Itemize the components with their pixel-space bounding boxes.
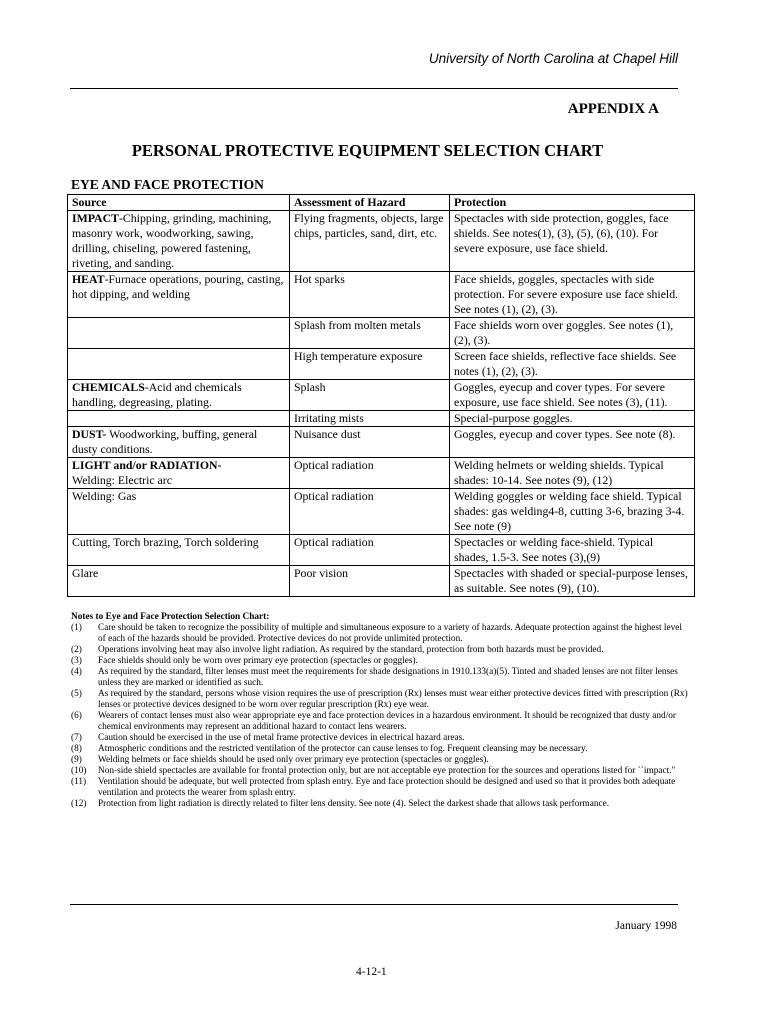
source-category: DUST- xyxy=(72,427,107,441)
protection-cell: Goggles, eyecup and cover types. For severe exposure, use face shield. See notes (3), (11). xyxy=(450,380,695,411)
hazard-cell: Optical radiation xyxy=(290,535,450,566)
note-text: Atmospheric conditions and the restricted ventilation of the protector can cause lenses to fog. Frequent cleansing may be necessary. xyxy=(98,744,588,754)
note-number: (5) xyxy=(71,689,82,699)
protection-cell: Face shields worn over goggles. See notes (1), (2), (3). xyxy=(450,318,695,349)
source-category: CHEMICALS xyxy=(72,380,145,394)
notes-list xyxy=(71,623,691,810)
footer-date: January 1998 xyxy=(615,920,677,932)
source-category: IMPACT xyxy=(72,211,119,225)
source-category: LIGHT and/or RADIATION- xyxy=(72,458,222,472)
note-text: Welding helmets or face shields should be used only over primary eye protection (spectacles or goggles). xyxy=(98,755,489,765)
page-number: 4-12-1 xyxy=(356,966,387,978)
table-row xyxy=(68,489,695,535)
source-description: -Chipping, grinding, machining, masonry work, woodworking, sawing, drilling, chiseling, powered fastening, riveting, and sanding. xyxy=(72,211,272,270)
note-text: Operations involving heat may also involve light radiation. As required by the standard, protection from both hazards must be provided. xyxy=(98,645,604,655)
note-text: Non-side shield spectacles are available for frontal protection only, but are not acceptable eye protection for the sources and operations listed for ``impact." xyxy=(98,766,676,776)
ppe-selection-table xyxy=(67,194,695,597)
note-text: Caution should be exercised in the use of metal frame protective devices in electrical hazard areas. xyxy=(98,733,465,743)
source-description: Welding: Electric arc xyxy=(72,473,172,487)
note-text: Ventilation should be adequate, but well protected from splash entry. Eye and face protection should be designed and used so that it provides both adequate ventilation and protects the wearer from splash entry. xyxy=(98,777,676,798)
table-row xyxy=(68,566,695,597)
note-number: (3) xyxy=(71,656,82,666)
source-cell xyxy=(68,318,290,349)
note-text: Wearers of contact lenses must also wear appropriate eye and face protection devices in a hazardous environment. It should be recognized that dusty and/or chemical environments may represent an additional hazard to contact lens wearers. xyxy=(98,711,677,732)
protection-cell: Welding helmets or welding shields. Typical shades: 10-14. See notes (9), (12) xyxy=(450,458,695,489)
hazard-cell: High temperature exposure xyxy=(290,349,450,380)
column-header-hazard: Assessment of Hazard xyxy=(290,195,450,211)
note-item xyxy=(71,656,691,667)
hazard-cell: Splash xyxy=(290,380,450,411)
table-row xyxy=(68,535,695,566)
hazard-cell: Optical radiation xyxy=(290,458,450,489)
note-number: (10) xyxy=(71,766,87,776)
note-number: (9) xyxy=(71,755,82,765)
hazard-cell: Poor vision xyxy=(290,566,450,597)
table-header-row xyxy=(68,195,695,211)
note-item xyxy=(71,623,691,645)
note-item xyxy=(71,766,691,777)
source-description: Glare xyxy=(72,566,99,580)
note-number: (8) xyxy=(71,744,82,754)
section-heading: EYE AND FACE PROTECTION xyxy=(71,177,264,192)
note-item xyxy=(71,799,691,810)
hazard-cell: Flying fragments, objects, large chips, particles, sand, dirt, etc. xyxy=(290,211,450,272)
note-number: (11) xyxy=(71,777,87,787)
note-number: (2) xyxy=(71,645,82,655)
note-item xyxy=(71,667,691,689)
note-number: (1) xyxy=(71,623,82,633)
column-header-source: Source xyxy=(68,195,290,211)
note-number: (7) xyxy=(71,733,82,743)
source-description: Cutting, Torch brazing, Torch soldering xyxy=(72,535,259,549)
protection-cell: Face shields, goggles, spectacles with side protection. For severe exposure use face shield. See notes (1), (2), (3). xyxy=(450,272,695,318)
source-category: HEAT xyxy=(72,272,105,286)
source-cell xyxy=(68,427,290,458)
protection-cell: Goggles, eyecup and cover types. See note (8). xyxy=(450,427,695,458)
note-item xyxy=(71,777,691,799)
note-item xyxy=(71,689,691,711)
note-text: As required by the standard, persons whose vision requires the use of prescription (Rx) lenses must wear either protective devices fitted with prescription (Rx) lenses or protective devices designed to be worn over regular prescription (Rx) eye wear. xyxy=(98,689,688,710)
table-row xyxy=(68,318,695,349)
protection-cell: Welding goggles or welding face shield. Typical shades: gas welding4-8, cutting 3-6, brazing 3-4. See note (9) xyxy=(450,489,695,535)
notes-title: Notes to Eye and Face Protection Selection Chart: xyxy=(71,612,270,622)
note-item xyxy=(71,755,691,766)
appendix-label: APPENDIX A xyxy=(567,101,659,117)
protection-cell: Spectacles with shaded or special-purpose lenses, as suitable. See notes (9), (10). xyxy=(450,566,695,597)
source-cell xyxy=(68,211,290,272)
hazard-cell: Hot sparks xyxy=(290,272,450,318)
source-description: -Furnace operations, pouring, casting, hot dipping, and welding xyxy=(72,272,284,301)
source-cell xyxy=(68,380,290,411)
source-cell xyxy=(68,349,290,380)
protection-cell: Spectacles or welding face-shield. Typical shades, 1.5-3. See notes (3),(9) xyxy=(450,535,695,566)
note-item xyxy=(71,744,691,755)
protection-cell: Special-purpose goggles. xyxy=(450,411,695,427)
table-row xyxy=(68,272,695,318)
table-row xyxy=(68,380,695,411)
hazard-cell: Splash from molten metals xyxy=(290,318,450,349)
hazard-cell: Nuisance dust xyxy=(290,427,450,458)
source-description: Welding: Gas xyxy=(72,489,137,503)
hazard-cell: Irritating mists xyxy=(290,411,450,427)
source-cell xyxy=(68,566,290,597)
page-title: PERSONAL PROTECTIVE EQUIPMENT SELECTION CHART xyxy=(131,141,604,160)
top-divider xyxy=(70,88,678,89)
source-description: -Acid and chemicals handling, degreasing, plating. xyxy=(72,380,242,409)
note-text: As required by the standard, filter lenses must meet the requirements for shade designations in 1910.133(a)(5). Tinted and shaded lenses are not filter lenses unless they are marked or identified as such. xyxy=(98,667,678,688)
table-row xyxy=(68,411,695,427)
university-header: University of North Carolina at Chapel Hill xyxy=(428,51,678,66)
protection-cell: Spectacles with side protection, goggles, face shields. See notes(1), (3), (5), (6), (10). For severe exposure, use face shield. xyxy=(450,211,695,272)
table-row xyxy=(68,427,695,458)
note-item xyxy=(71,645,691,656)
protection-cell: Screen face shields, reflective face shields. See notes (1), (2), (3). xyxy=(450,349,695,380)
note-number: (6) xyxy=(71,711,82,721)
source-cell xyxy=(68,489,290,535)
table-row xyxy=(68,458,695,489)
source-description: Woodworking, buffing, general dusty conditions. xyxy=(72,427,258,456)
column-header-protection: Protection xyxy=(450,195,695,211)
table-row xyxy=(68,211,695,272)
note-number: (12) xyxy=(71,799,87,809)
note-text: Protection from light radiation is directly related to filter lens density. See note (4). Select the darkest shade that allows task performance. xyxy=(98,799,610,809)
source-cell xyxy=(68,411,290,427)
source-cell xyxy=(68,458,290,489)
note-text: Face shields should only be worn over primary eye protection (spectacles or goggles). xyxy=(98,656,418,666)
source-cell xyxy=(68,272,290,318)
table-row xyxy=(68,349,695,380)
source-cell xyxy=(68,535,290,566)
notes-section xyxy=(71,612,691,810)
hazard-cell: Optical radiation xyxy=(290,489,450,535)
note-item xyxy=(71,733,691,744)
note-number: (4) xyxy=(71,667,82,677)
note-text: Care should be taken to recognize the possibility of multiple and simultaneous exposure to a variety of hazards. Adequate protection against the highest level of each of the hazards should be provided. Protective devices do not provide unlimited protection. xyxy=(98,623,682,644)
note-item xyxy=(71,711,691,733)
bottom-divider xyxy=(70,904,678,905)
